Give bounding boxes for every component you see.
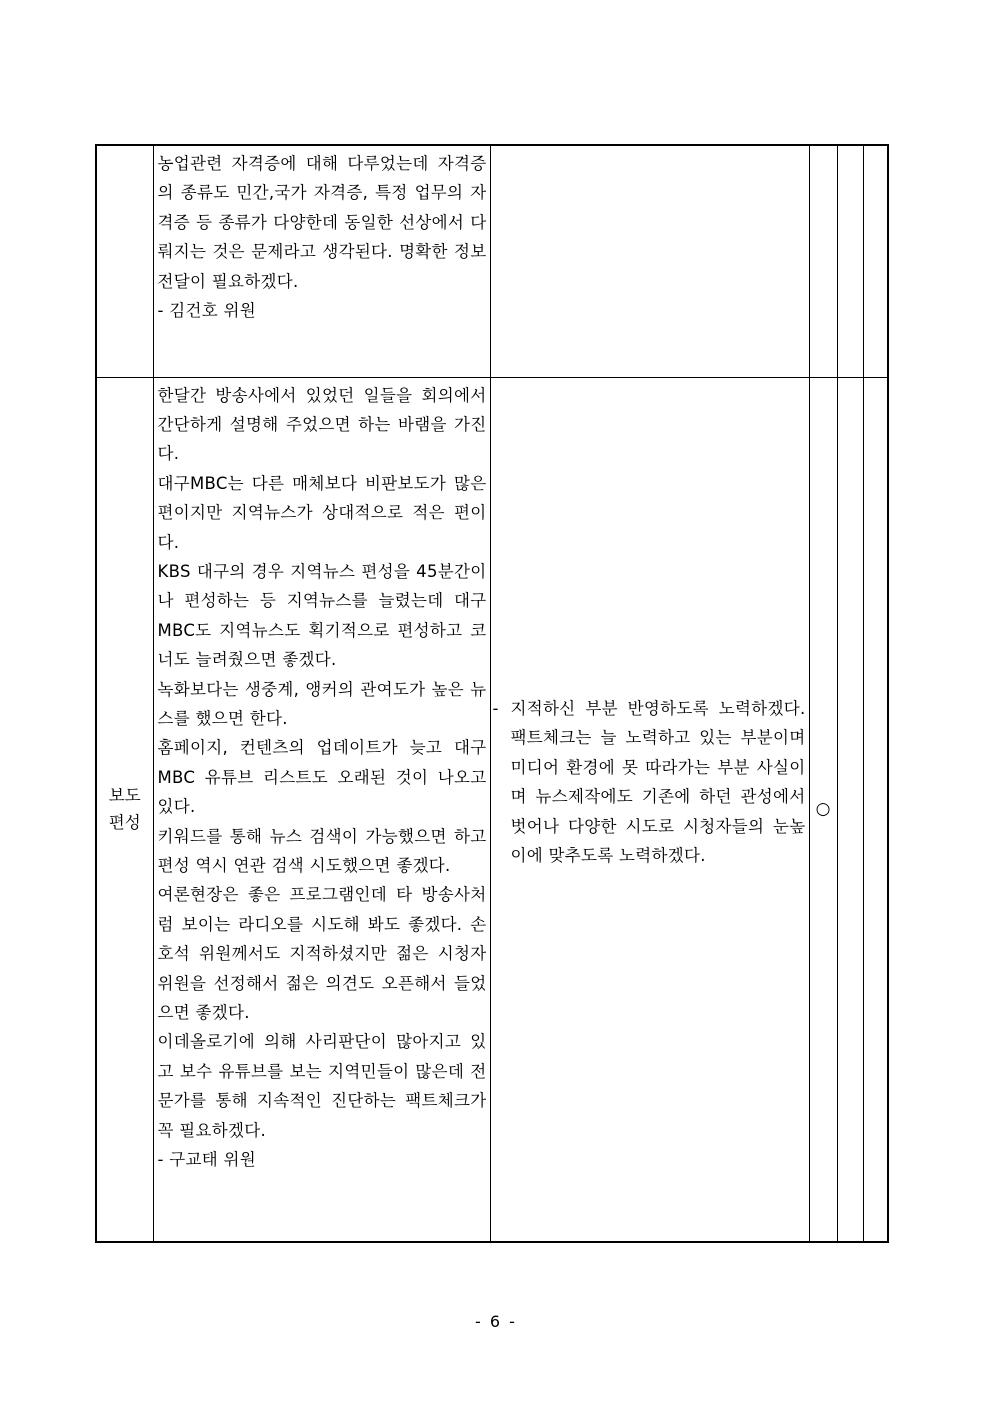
speaker-label: - 구교태 위원: [157, 1150, 257, 1170]
opinion-paragraph: 키워드를 통해 뉴스 검색이 가능했으면 하고 편성 역시 연관 검색 시도했으면 좋겠다.: [157, 826, 487, 875]
speaker-label: - 김건호 위원: [157, 301, 257, 321]
page-number: - 6 -: [475, 1312, 517, 1331]
reply-dash: -: [492, 699, 499, 719]
opinion-paragraph: 농업관련 자격증에 대해 다루었는데 자격증의 종류도 민간,국가 자격증, 특정 업무의 자격증 등 종류가 다양한데 동일한 선상에서 다뤄지는 것은 문제라고 생각된다. 명확한 정보 전달이 필요하겠다.: [157, 154, 487, 291]
mark-cell: [809, 145, 837, 377]
circle-mark: ○: [815, 799, 831, 820]
empty-cell: [863, 377, 888, 1242]
reply-text: 지적하신 부분 반영하도록 노력하겠다. 팩트체크는 늘 노력하고 있는 부분이며 미디어 환경에 못 따라가는 부분 사실이며 뉴스제작에도 기존에 하던 관성에서 벗어나 다양한 시도로 시청자들의 눈높이에 맞추도록 노력하겠다.: [510, 699, 806, 866]
opinion-paragraph: KBS 대구의 경우 지역뉴스 편성을 45분간이나 편성하는 등 지역뉴스를 늘렸는데 대구MBC도 지역뉴스도 획기적으로 편성하고 코너도 늘려줬으면 좋겠다.: [157, 561, 487, 670]
table-row: [96, 145, 888, 377]
category-label: 보도 편성: [108, 786, 141, 833]
category-cell: [96, 145, 153, 377]
empty-cell: [863, 145, 888, 377]
opinion-paragraph: 한달간 방송사에서 있었던 일들을 회의에서 간단하게 설명해 주었으면 하는 바램을 가진다.: [157, 385, 487, 464]
opinion-paragraph: 녹화보다는 생중계, 앵커의 관여도가 높은 뉴스를 했으면 한다.: [157, 679, 487, 728]
empty-cell: [837, 145, 863, 377]
category-cell: [96, 377, 153, 1242]
minutes-table: [95, 144, 889, 1243]
opinion-paragraph: 홈페이지, 컨텐츠의 업데이트가 늦고 대구MBC 유튜브 리스트도 오래된 것이 나오고 있다.: [157, 738, 487, 817]
opinion-paragraph: 대구MBC는 다른 매체보다 비판보도가 많은 편이지만 지역뉴스가 상대적으로 적은 편이다.: [157, 473, 487, 552]
reply-block: [491, 694, 809, 870]
opinion-cell: [153, 377, 490, 1242]
opinion-cell: [153, 145, 490, 377]
reply-cell: [490, 145, 809, 377]
opinion-paragraph: 이데올로기에 의해 사리판단이 많아지고 있고 보수 유튜브를 보는 지역민들이 많은데 전문가를 통해 지속적인 진단하는 팩트체크가 꼭 필요하겠다.: [157, 1032, 487, 1140]
table-row: [96, 377, 888, 1242]
opinion-paragraph: 여론현장은 좋은 프로그램인데 타 방송사처럼 보이는 라디오를 시도해 봐도 좋겠다. 손호석 위원께서도 지적하셨지만 젊은 시청자위원을 선정해서 젊은 의견도 오픈해서 들었으면 좋겠다.: [157, 885, 487, 1023]
mark-cell: [809, 377, 837, 1242]
empty-cell: [837, 377, 863, 1242]
reply-cell: [490, 377, 809, 1242]
